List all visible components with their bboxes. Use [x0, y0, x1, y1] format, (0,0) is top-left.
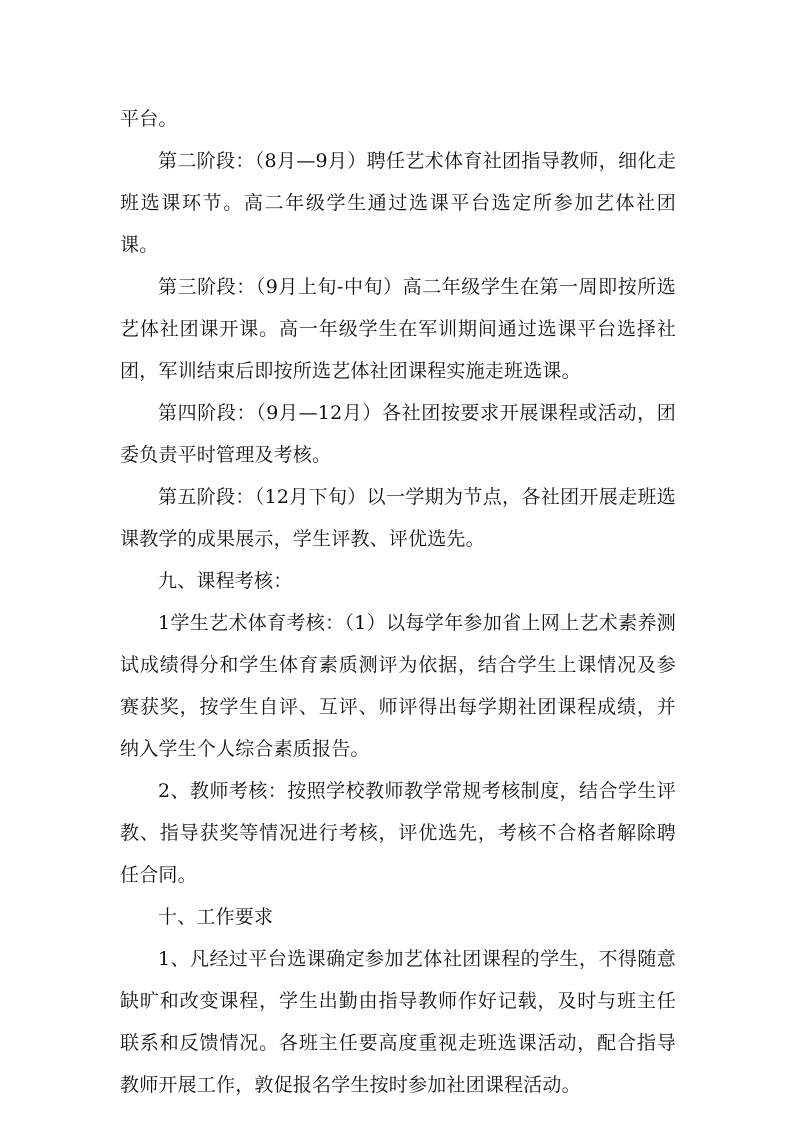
- paragraph-continuation: 平台。: [120, 108, 178, 130]
- paragraph-student-assessment: 1学生艺术体育考核：（1）以每学年参加省上网上艺术素养测试成绩得分和学生体育素质测评为依据，结合学生上课情况及参赛获奖，按学生自评、互评、师评得出每学期社团课程成绩，并纳入学生个人综合素质报告。: [120, 612, 676, 760]
- section-heading-work-requirements: 十、工作要求: [158, 906, 274, 928]
- paragraph-teacher-assessment: 2、教师考核：按照学校教师教学常规考核制度，结合学生评教、指导获奖等情况进行考核，评优选先，考核不合格者解除聘任合同。: [120, 780, 676, 886]
- section-heading-course-assessment: 九、课程考核：: [158, 570, 293, 592]
- paragraph-stage-five: 第五阶段：（12月下旬）以一学期为节点，各社团开展走班选课教学的成果展示，学生评教、评优选先。: [120, 486, 676, 550]
- document-body: [120, 98, 676, 1106]
- paragraph-stage-three: 第三阶段：（9月上旬-中旬）高二年级学生在第一周即按所选艺体社团课开课。高一年级学生在军训期间通过选课平台选择社团，军训结束后即按所选艺体社团课程实施走班选课。: [120, 276, 676, 382]
- paragraph-requirement-one: 1、凡经过平台选课确定参加艺体社团课程的学生，不得随意缺旷和改变课程，学生出勤由指导教师作好记载，及时与班主任联系和反馈情况。各班主任要高度重视走班选课活动，配合指导教师开展工作，敦促报名学生按时参加社团课程活动。: [120, 948, 676, 1096]
- paragraph-stage-two: 第二阶段：（8月—9月）聘任艺术体育社团指导教师，细化走班选课环节。高二年级学生通过选课平台选定所参加艺体社团课。: [120, 150, 676, 256]
- paragraph-stage-four: 第四阶段：（9月—12月）各社团按要求开展课程或活动，团委负责平时管理及考核。: [120, 402, 676, 466]
